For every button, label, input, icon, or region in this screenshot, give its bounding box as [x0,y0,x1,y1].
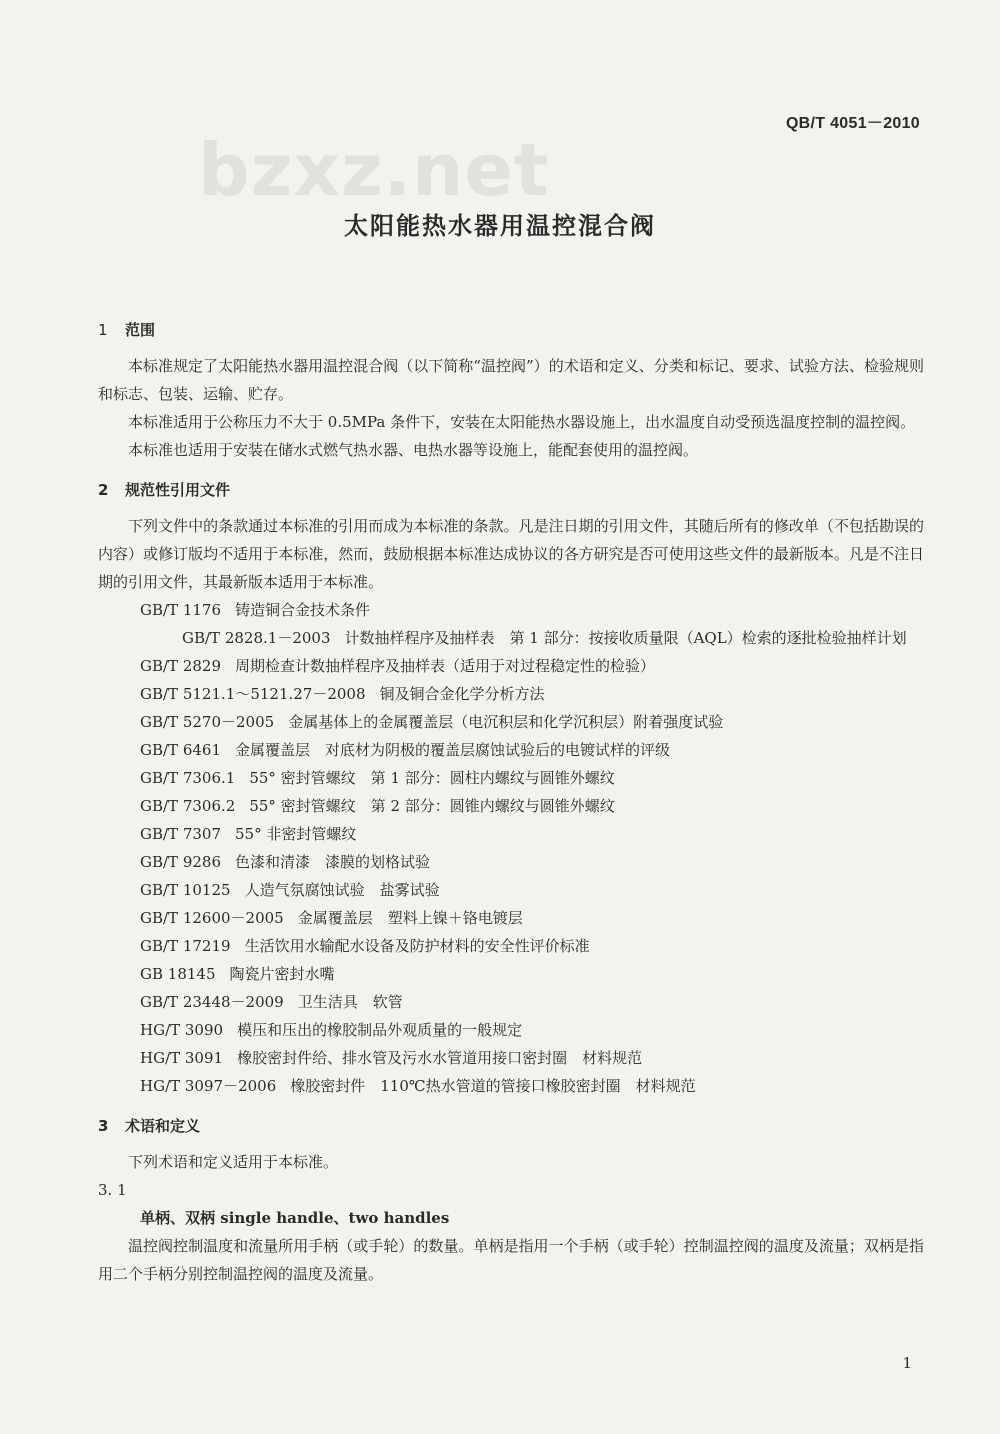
reference-title: 色漆和清漆 漆膜的划格试验 [235,853,431,871]
reference-title: 人造气氛腐蚀试验 盐雾试验 [244,881,440,899]
reference-item [98,1016,924,1044]
reference-title: 金属覆盖层 塑料上镍＋铬电镀层 [297,909,523,927]
section-heading-scope [98,316,924,344]
reference-code: GB/T 9286 [140,853,222,871]
page-number: 1 [902,1354,912,1372]
clause-number: 3. 1 [98,1181,127,1199]
reference-item [98,764,924,792]
reference-item [98,904,924,932]
reference-title: 金属覆盖层 对底材为阴极的覆盖层腐蚀试验后的电镀试样的评级 [235,741,671,759]
section-title: 范围 [125,321,156,339]
section-number: 3 [98,1117,109,1135]
reference-item [98,708,924,736]
reference-code: GB/T 6461 [140,741,222,759]
reference-title: 铸造铜合金技术条件 [235,601,371,619]
reference-code: HG/T 3097－2006 [140,1077,277,1095]
reference-title: 55° 非密封管螺纹 [235,825,357,843]
reference-code: GB/T 7306.2 [140,797,236,815]
reference-code: GB/T 2829 [140,657,222,675]
term-heading [98,1204,924,1232]
reference-code: GB/T 5270－2005 [140,713,275,731]
reference-code: GB/T 17219 [140,937,231,955]
section-heading-normative-references [98,476,924,504]
reference-item [98,736,924,764]
reference-code: GB/T 2828.1－2003 [182,629,331,647]
reference-code: GB/T 7307 [140,825,222,843]
reference-title: 55° 密封管螺纹 第 2 部分：圆锥内螺纹与圆锥外螺纹 [249,797,615,815]
paragraph: 下列文件中的条款通过本标准的引用而成为本标准的条款。凡是注日期的引用文件，其随后所有的修改单（不包括勘误的内容）或修订版均不适用于本标准，然而，鼓励根据本标准达成协议的各方研究是否可使用这些文件的最新版本。凡是不注日期的引用文件，其最新版本适用于本标准。 [98,517,924,591]
paragraph: 下列术语和定义适用于本标准。 [128,1153,339,1171]
section-number: 1 [98,321,108,339]
document-body [98,316,924,1288]
reference-title: 橡胶密封件 110℃热水管道的管接口橡胶密封圈 材料规范 [290,1077,696,1095]
reference-item [98,876,924,904]
reference-code: GB/T 1176 [140,601,222,619]
watermark: bzxz.net [198,128,550,212]
reference-item [98,820,924,848]
term-definition: 温控阀控制温度和流量所用手柄（或手轮）的数量。单柄是指用一个手柄（或手轮）控制温控阀的温度及流量；双柄是指用二个手柄分别控制温控阀的温度及流量。 [98,1237,924,1283]
reference-item [98,1072,924,1100]
section-number: 2 [98,481,109,499]
reference-code: HG/T 3090 [140,1021,224,1039]
paragraph: 本标准适用于公称压力不大于 0.5MPa 条件下，安装在太阳能热水器设施上，出水温度自动受预选温度控制的温控阀。 [128,413,916,431]
reference-item [98,960,924,988]
reference-title: 55° 密封管螺纹 第 1 部分：圆柱内螺纹与圆锥外螺纹 [249,769,615,787]
reference-title: 模压和压出的橡胶制品外观质量的一般规定 [237,1021,523,1039]
reference-code: HG/T 3091 [140,1049,224,1067]
reference-title: 计数抽样程序及抽样表 第 1 部分：按接收质量限（AQL）检索的逐批检验抽样计划 [344,629,907,647]
reference-code: GB/T 10125 [140,881,231,899]
reference-item [98,932,924,960]
reference-title: 卫生洁具 软管 [297,993,403,1011]
standard-code: QB/T 4051－2010 [785,115,920,132]
reference-title: 铜及铜合金化学分析方法 [379,685,545,703]
reference-code: GB/T 7306.1 [140,769,236,787]
reference-code: GB/T 12600－2005 [140,909,284,927]
reference-item [98,848,924,876]
reference-item [98,792,924,820]
reference-item [98,988,924,1016]
reference-item [98,680,924,708]
section-title: 规范性引用文件 [125,481,231,499]
reference-item [98,596,924,624]
reference-item [98,624,924,652]
section-title: 术语和定义 [125,1117,201,1135]
section-heading-terms-definitions [98,1112,924,1140]
reference-code: GB 18145 [140,965,216,983]
reference-title: 陶瓷片密封水嘴 [229,965,335,983]
reference-title: 橡胶密封件给、排水管及污水水管道用接口密封圈 材料规范 [237,1049,643,1067]
reference-item [98,1044,924,1072]
reference-title: 生活饮用水输配水设备及防护材料的安全性评价标准 [244,937,590,955]
reference-title: 周期检查计数抽样程序及抽样表（适用于对过程稳定性的检验） [235,657,656,675]
term-chinese: 单柄、双柄 [140,1209,216,1227]
term-english: single handle、two handles [220,1209,450,1227]
paragraph: 本标准也适用于安装在储水式燃气热水器、电热水器等设施上，能配套使用的温控阀。 [128,441,699,459]
reference-title: 金属基体上的金属覆盖层（电沉积层和化学沉积层）附着强度试验 [288,713,724,731]
reference-code: GB/T 5121.1～5121.27－2008 [140,685,366,703]
reference-code: GB/T 23448－2009 [140,993,284,1011]
document-title: 太阳能热水器用温控混合阀 [344,212,656,240]
reference-item [98,652,924,680]
paragraph: 本标准规定了太阳能热水器用温控混合阀（以下简称“温控阀”）的术语和定义、分类和标记、要求、试验方法、检验规则和标志、包装、运输、贮存。 [98,357,924,403]
